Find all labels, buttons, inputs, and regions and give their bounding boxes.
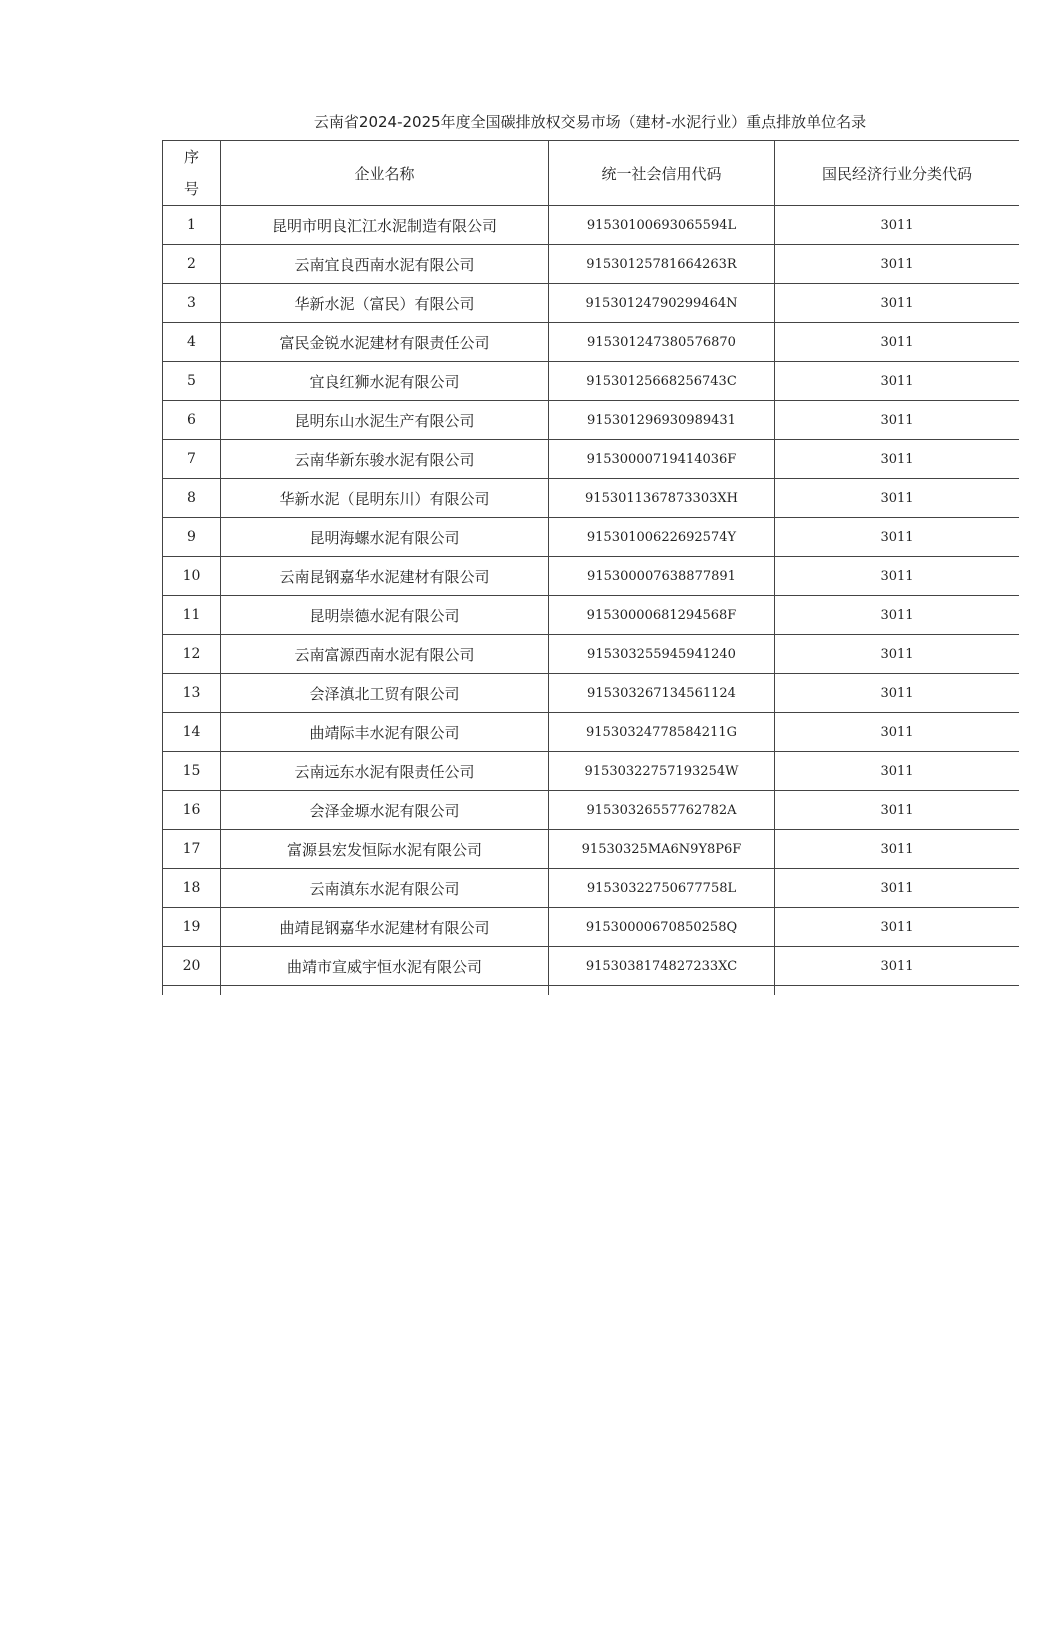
row-credit-code: 9153011367873303XH	[549, 479, 775, 518]
row-industry-code: 3011	[775, 440, 1020, 479]
table-row	[163, 401, 1020, 440]
header-seq	[163, 141, 221, 206]
row-company: 会泽滇北工贸有限公司	[221, 674, 549, 713]
table-row	[163, 440, 1020, 479]
row-seq: 15	[163, 752, 221, 791]
row-company: 昆明市明良汇江水泥制造有限公司	[221, 206, 549, 245]
row-industry-code: 3011	[775, 713, 1020, 752]
header-seq-line1: 序	[183, 148, 199, 166]
table-row	[163, 713, 1020, 752]
row-seq: 5	[163, 362, 221, 401]
table-row	[163, 362, 1020, 401]
row-company: 曲靖际丰水泥有限公司	[221, 713, 549, 752]
row-seq: 17	[163, 830, 221, 869]
row-seq: 11	[163, 596, 221, 635]
row-seq: 8	[163, 479, 221, 518]
row-company: 富民金锐水泥建材有限责任公司	[221, 323, 549, 362]
header-seq-line2: 号	[183, 180, 199, 198]
row-credit-code: 91530322757193254W	[549, 752, 775, 791]
row-industry-code: 3011	[775, 479, 1020, 518]
row-seq: 7	[163, 440, 221, 479]
row-credit-code: 91530000681294568F	[549, 596, 775, 635]
row-industry-code: 3011	[775, 947, 1020, 986]
row-industry-code: 3011	[775, 674, 1020, 713]
row-industry-code: 3011	[775, 557, 1020, 596]
table-row	[163, 323, 1020, 362]
row-credit-code: 91530100622692574Y	[549, 518, 775, 557]
row-credit-code: 91530125781664263R	[549, 245, 775, 284]
row-seq: 13	[163, 674, 221, 713]
document-title: 云南省2024-2025年度全国碳排放权交易市场（建材-水泥行业）重点排放单位名录	[313, 113, 867, 131]
header-row	[163, 141, 1020, 206]
table-container	[162, 140, 1019, 995]
row-seq: 14	[163, 713, 221, 752]
header-credit-code: 统一社会信用代码	[549, 141, 775, 206]
table-row	[163, 479, 1020, 518]
table-header	[163, 141, 1020, 206]
row-industry-code: 3011	[775, 206, 1020, 245]
row-company-empty	[221, 986, 549, 996]
row-industry-code-empty	[775, 986, 1020, 996]
row-company: 曲靖昆钢嘉华水泥建材有限公司	[221, 908, 549, 947]
row-industry-code: 3011	[775, 791, 1020, 830]
row-seq: 10	[163, 557, 221, 596]
row-company: 华新水泥（富民）有限公司	[221, 284, 549, 323]
row-seq: 3	[163, 284, 221, 323]
row-industry-code: 3011	[775, 830, 1020, 869]
row-seq-empty	[163, 986, 221, 996]
header-industry-code: 国民经济行业分类代码	[775, 141, 1020, 206]
row-company: 云南富源西南水泥有限公司	[221, 635, 549, 674]
row-credit-code: 915301247380576870	[549, 323, 775, 362]
row-company: 富源县宏发恒际水泥有限公司	[221, 830, 549, 869]
row-credit-code: 915301296930989431	[549, 401, 775, 440]
table-row	[163, 869, 1020, 908]
table-row	[163, 830, 1020, 869]
table-row	[163, 752, 1020, 791]
row-seq: 16	[163, 791, 221, 830]
row-industry-code: 3011	[775, 284, 1020, 323]
row-seq: 6	[163, 401, 221, 440]
row-industry-code: 3011	[775, 362, 1020, 401]
row-company: 云南远东水泥有限责任公司	[221, 752, 549, 791]
row-seq: 2	[163, 245, 221, 284]
table-row	[163, 635, 1020, 674]
table-row	[163, 284, 1020, 323]
row-company: 云南华新东骏水泥有限公司	[221, 440, 549, 479]
row-credit-code: 91530100693065594L	[549, 206, 775, 245]
row-credit-code: 91530124790299464N	[549, 284, 775, 323]
row-credit-code: 91530326557762782A	[549, 791, 775, 830]
table-row-continued	[163, 986, 1020, 996]
row-industry-code: 3011	[775, 323, 1020, 362]
emitter-list-table	[162, 140, 1019, 995]
row-company: 昆明东山水泥生产有限公司	[221, 401, 549, 440]
row-credit-code: 91530324778584211G	[549, 713, 775, 752]
row-credit-code: 91530325MA6N9Y8P6F	[549, 830, 775, 869]
row-credit-code: 91530000670850258Q	[549, 908, 775, 947]
row-company: 宜良红狮水泥有限公司	[221, 362, 549, 401]
row-credit-code: 9153038174827233XC	[549, 947, 775, 986]
table-row	[163, 518, 1020, 557]
row-industry-code: 3011	[775, 596, 1020, 635]
row-company: 云南昆钢嘉华水泥建材有限公司	[221, 557, 549, 596]
row-company: 昆明海螺水泥有限公司	[221, 518, 549, 557]
table-row	[163, 206, 1020, 245]
row-credit-code: 915300007638877891	[549, 557, 775, 596]
row-company: 曲靖市宣威宇恒水泥有限公司	[221, 947, 549, 986]
row-industry-code: 3011	[775, 518, 1020, 557]
row-company: 云南宜良西南水泥有限公司	[221, 245, 549, 284]
row-seq: 18	[163, 869, 221, 908]
row-credit-code: 91530322750677758L	[549, 869, 775, 908]
row-industry-code: 3011	[775, 401, 1020, 440]
row-seq: 4	[163, 323, 221, 362]
table-row	[163, 245, 1020, 284]
table-row	[163, 791, 1020, 830]
row-company: 华新水泥（昆明东川）有限公司	[221, 479, 549, 518]
header-company: 企业名称	[221, 141, 549, 206]
table-row	[163, 557, 1020, 596]
row-seq: 20	[163, 947, 221, 986]
row-credit-code: 91530000719414036F	[549, 440, 775, 479]
row-credit-code-empty	[549, 986, 775, 996]
table-row	[163, 908, 1020, 947]
row-credit-code: 91530125668256743C	[549, 362, 775, 401]
table-body	[163, 206, 1020, 996]
row-industry-code: 3011	[775, 245, 1020, 284]
row-company: 云南滇东水泥有限公司	[221, 869, 549, 908]
table-row	[163, 674, 1020, 713]
table-row	[163, 947, 1020, 986]
row-industry-code: 3011	[775, 635, 1020, 674]
row-company: 会泽金塬水泥有限公司	[221, 791, 549, 830]
row-seq: 9	[163, 518, 221, 557]
row-seq: 1	[163, 206, 221, 245]
row-seq: 12	[163, 635, 221, 674]
row-industry-code: 3011	[775, 752, 1020, 791]
row-credit-code: 915303255945941240	[549, 635, 775, 674]
row-credit-code: 915303267134561124	[549, 674, 775, 713]
row-industry-code: 3011	[775, 869, 1020, 908]
table-row	[163, 596, 1020, 635]
row-company: 昆明崇德水泥有限公司	[221, 596, 549, 635]
row-seq: 19	[163, 908, 221, 947]
row-industry-code: 3011	[775, 908, 1020, 947]
